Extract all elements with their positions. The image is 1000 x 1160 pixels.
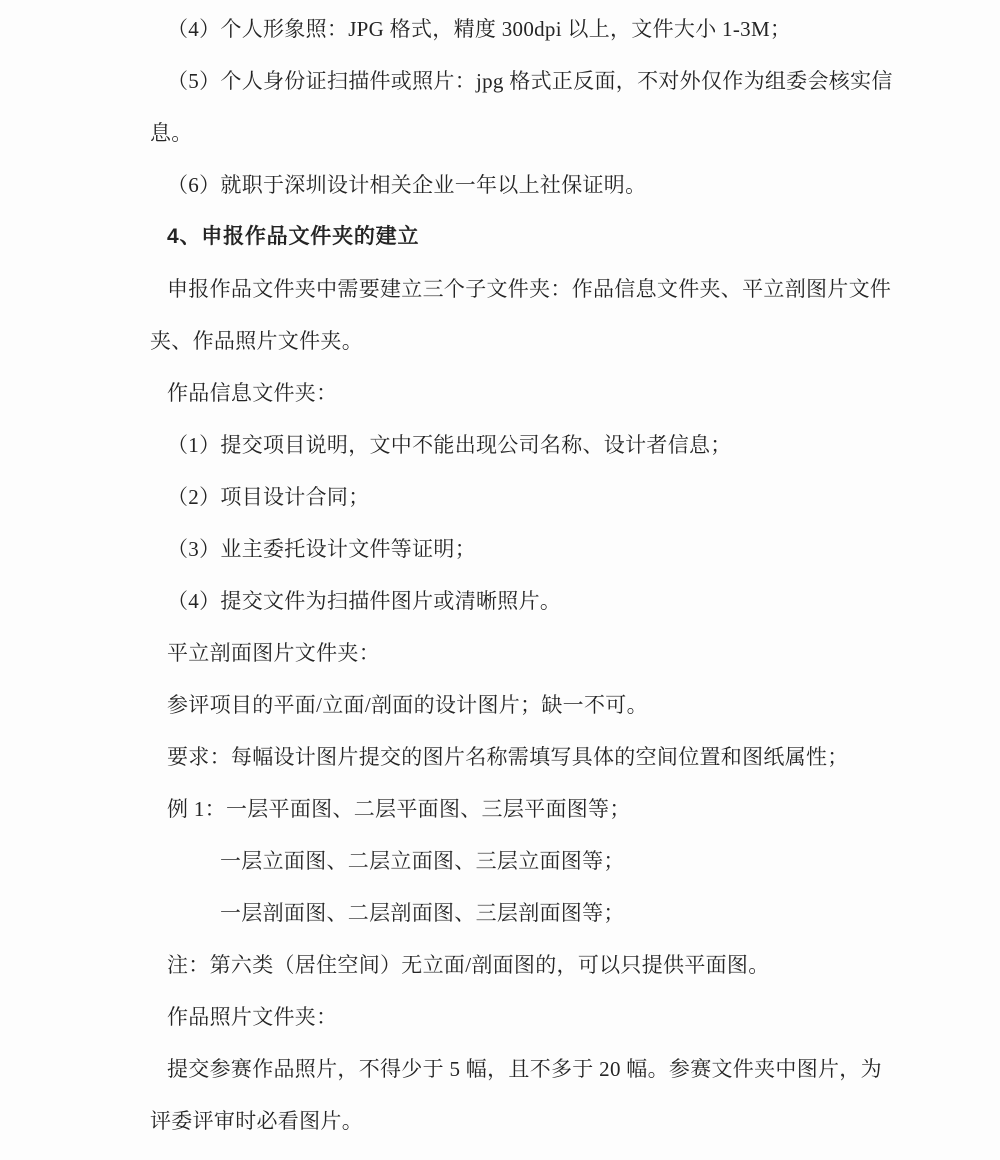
doc-line: 注：第六类（居住空间）无立面/剖面图的，可以只提供平面图。: [167, 953, 770, 977]
doc-line: 一层剖面图、二层剖面图、三层剖面图等；: [220, 901, 625, 925]
doc-line: 平立剖面图片文件夹：: [167, 641, 380, 665]
doc-line: （4）提交文件为扫描件图片或清晰照片。: [167, 589, 562, 613]
doc-line: （4）个人形象照：JPG 格式，精度 300dpi 以上，文件大小 1-3M；: [167, 17, 792, 41]
doc-line: 息。: [150, 121, 193, 145]
doc-line: （2）项目设计合同；: [167, 485, 370, 509]
doc-line: 例 1：一层平面图、二层平面图、三层平面图等；: [167, 797, 631, 821]
doc-line: 申报作品文件夹中需要建立三个子文件夹：作品信息文件夹、平立剖图片文件: [167, 277, 892, 301]
doc-line: 夹、作品照片文件夹。: [150, 329, 363, 353]
doc-line: （1）提交项目说明，文中不能出现公司名称、设计者信息；: [167, 433, 732, 457]
doc-line: 评委评审时必看图片。: [150, 1109, 363, 1133]
section-heading: 4、申报作品文件夹的建立: [167, 225, 420, 248]
doc-line: 作品信息文件夹：: [167, 381, 338, 405]
doc-line: （5）个人身份证扫描件或照片：jpg 格式正反面，不对外仅作为组委会核实信: [167, 69, 893, 93]
doc-line: 作品照片文件夹：: [167, 1005, 338, 1029]
doc-line: （6）就职于深圳设计相关企业一年以上社保证明。: [167, 173, 647, 197]
doc-line: 参评项目的平面/立面/剖面的设计图片；缺一不可。: [167, 693, 648, 717]
doc-line: 一层立面图、二层立面图、三层立面图等；: [220, 849, 625, 873]
doc-line: 提交参赛作品照片，不得少于 5 幅，且不多于 20 幅。参赛文件夹中图片，为: [167, 1057, 882, 1081]
doc-line: （3）业主委托设计文件等证明；: [167, 537, 476, 561]
doc-line: 要求：每幅设计图片提交的图片名称需填写具体的空间位置和图纸属性；: [167, 745, 849, 769]
